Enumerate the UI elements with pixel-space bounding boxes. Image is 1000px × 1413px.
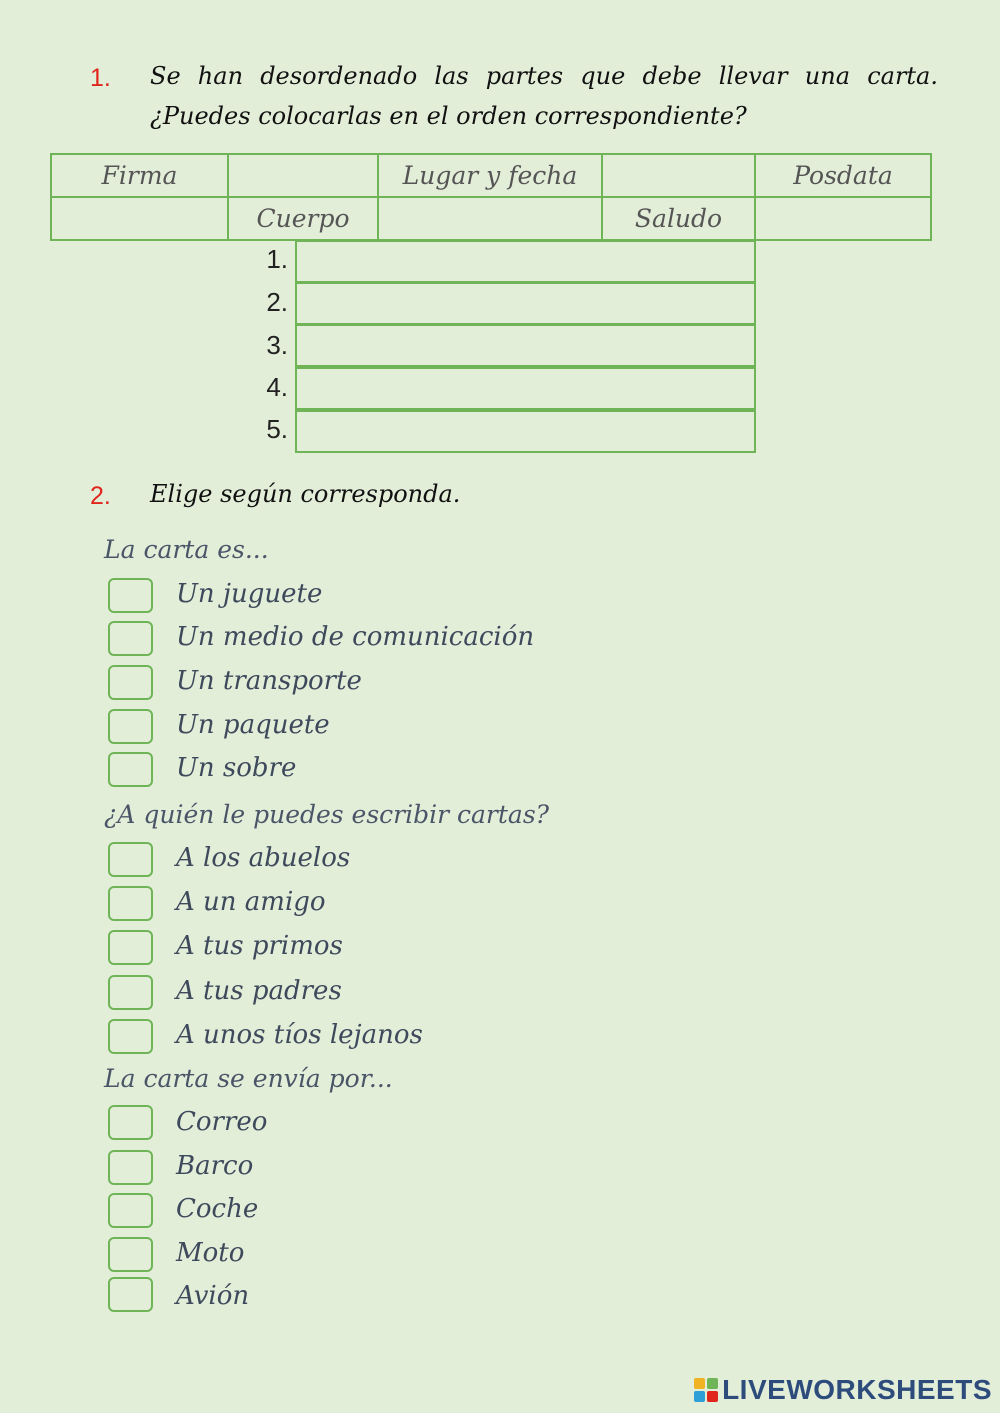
option-label: A unos tíos lejanos	[176, 1020, 423, 1050]
option-label: Un juguete	[176, 579, 323, 609]
option-label: A tus padres	[176, 976, 342, 1006]
option-label: Barco	[176, 1151, 254, 1181]
logo-mark-icon	[694, 1378, 718, 1402]
option-label: Avión	[176, 1281, 250, 1311]
option-checkbox[interactable]	[108, 709, 153, 744]
group-heading: La carta se envía por...	[104, 1064, 393, 1093]
liveworksheets-logo	[694, 1374, 992, 1406]
question-1-text-line-2: ¿Puedes colocarlas en el orden correspondiente?	[150, 102, 747, 130]
option-label: Un transporte	[176, 666, 362, 696]
group-heading: ¿A quién le puedes escribir cartas?	[104, 800, 550, 829]
grid-cell-lugar-y-fecha[interactable]: Lugar y fecha	[379, 155, 603, 198]
grid-cell-posdata[interactable]: Posdata	[756, 155, 930, 198]
question-1-number: 1.	[90, 64, 111, 92]
grid-cell-empty	[603, 155, 756, 198]
grid-cell-empty	[756, 198, 930, 239]
group-heading: La carta es...	[104, 535, 269, 564]
option-label: Correo	[176, 1107, 268, 1137]
option-label: Moto	[176, 1238, 245, 1268]
option-checkbox[interactable]	[108, 930, 153, 965]
option-label: Un medio de comunicación	[176, 622, 535, 652]
option-label: A tus primos	[176, 931, 343, 961]
order-slot-5[interactable]	[295, 410, 756, 453]
grid-cell-firma[interactable]: Firma	[52, 155, 229, 198]
option-checkbox[interactable]	[108, 1237, 153, 1272]
option-checkbox[interactable]	[108, 752, 153, 787]
order-slot-4[interactable]	[295, 367, 756, 410]
option-label: Un sobre	[176, 753, 297, 783]
logo-text: LIVEWORKSHEETS	[722, 1374, 992, 1405]
grid-cell-cuerpo[interactable]: Cuerpo	[229, 198, 379, 239]
option-checkbox[interactable]	[108, 1019, 153, 1054]
letter-parts-grid	[50, 153, 932, 241]
option-checkbox[interactable]	[108, 842, 153, 877]
order-number: 5.	[266, 414, 288, 444]
option-checkbox[interactable]	[108, 1105, 153, 1140]
order-slot-2[interactable]	[295, 282, 756, 325]
option-checkbox[interactable]	[108, 1277, 153, 1312]
option-label: A un amigo	[176, 887, 326, 917]
question-2-title: Elige según corresponda.	[150, 480, 461, 508]
option-checkbox[interactable]	[108, 665, 153, 700]
option-label: Coche	[176, 1194, 259, 1224]
order-slot-1[interactable]	[295, 240, 756, 283]
grid-cell-empty	[379, 198, 603, 239]
order-number: 4.	[266, 372, 288, 402]
option-checkbox[interactable]	[108, 1150, 153, 1185]
grid-cell-empty	[229, 155, 379, 198]
order-number: 2.	[266, 287, 288, 317]
question-2-number: 2.	[90, 482, 111, 510]
question-1-text-line-1: Se han desordenado las partes que debe llevar una carta.	[150, 62, 938, 90]
option-label: A los abuelos	[176, 843, 351, 873]
grid-cell-saludo[interactable]: Saludo	[603, 198, 756, 239]
order-slot-3[interactable]	[295, 324, 756, 367]
option-checkbox[interactable]	[108, 975, 153, 1010]
order-number: 1.	[266, 244, 288, 274]
order-number: 3.	[266, 330, 288, 360]
option-checkbox[interactable]	[108, 886, 153, 921]
option-checkbox[interactable]	[108, 621, 153, 656]
option-label: Un paquete	[176, 710, 330, 740]
option-checkbox[interactable]	[108, 578, 153, 613]
grid-cell-empty	[52, 198, 229, 239]
option-checkbox[interactable]	[108, 1193, 153, 1228]
